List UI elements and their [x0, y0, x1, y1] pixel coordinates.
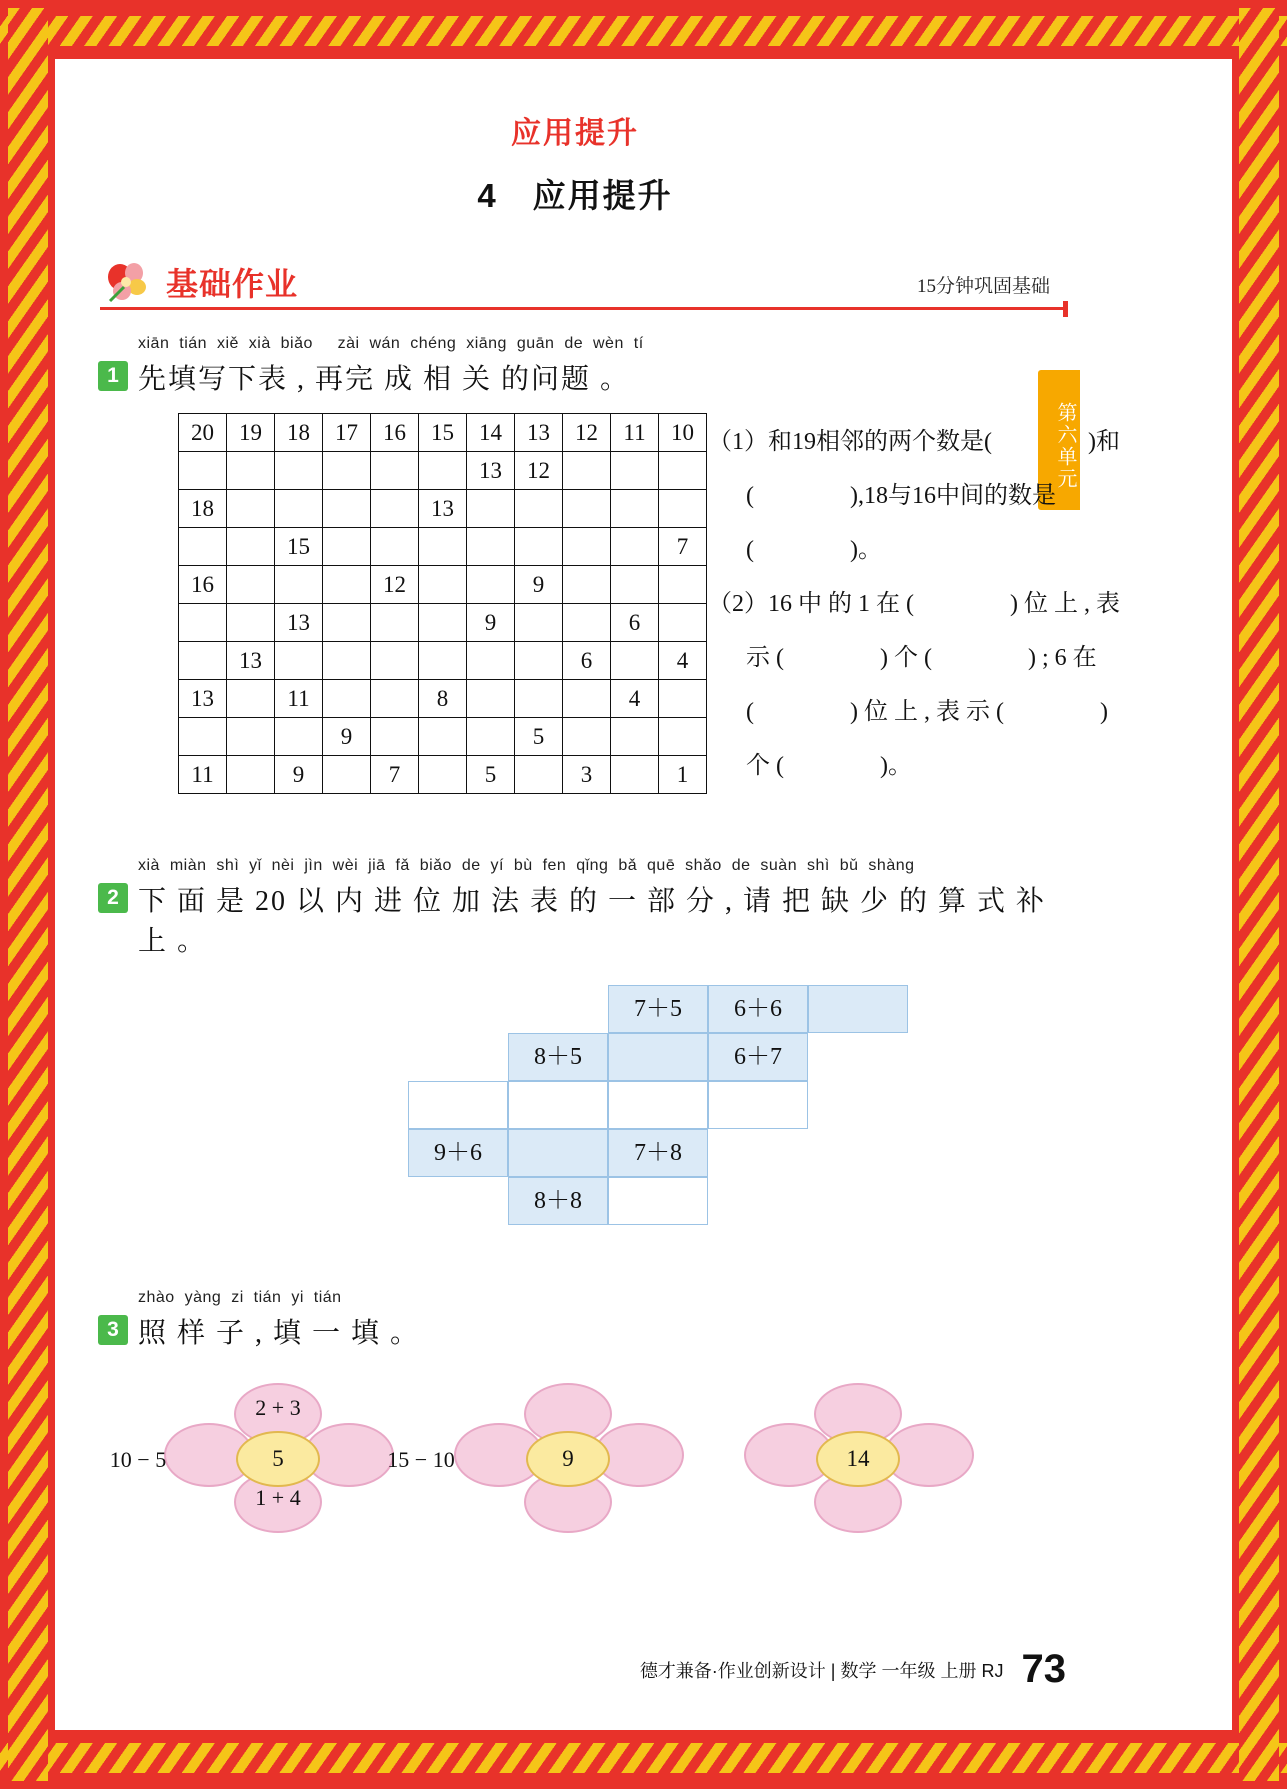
subquestion-line: ( )。	[746, 537, 882, 563]
grid-cell-blank[interactable]	[659, 718, 707, 756]
grid-cell-blank[interactable]	[323, 452, 371, 490]
addition-cell: 7＋5	[608, 985, 708, 1033]
grid-cell-blank[interactable]	[563, 566, 611, 604]
pinyin-syllable: fen	[542, 857, 567, 874]
addition-cell-blank[interactable]	[608, 1081, 708, 1129]
question-2-text: 下 面 是 20 以 内 进 位 加 法 表 的 一 部 分 , 请 把 缺 少 的 算 式 补 上 。	[138, 886, 1047, 957]
grid-cell-blank[interactable]	[467, 642, 515, 680]
pinyin-syllable: suàn	[760, 857, 798, 874]
grid-cell-blank[interactable]	[371, 528, 419, 566]
grid-cell-blank[interactable]	[467, 490, 515, 528]
addition-cell-blank[interactable]	[608, 1033, 708, 1081]
pinyin-syllable: yi	[291, 1289, 304, 1306]
grid-cell: 13	[419, 490, 467, 528]
grid-cell: 13	[467, 452, 515, 490]
grid-cell: 4	[611, 680, 659, 718]
grid-cell: 13	[275, 604, 323, 642]
grid-cell-blank[interactable]	[563, 604, 611, 642]
pinyin-syllable: jìn	[304, 857, 323, 874]
question-3-text: 照 样 子 , 填 一 填 。	[138, 1318, 421, 1349]
grid-cell-blank[interactable]	[515, 528, 563, 566]
addition-cell: 8＋5	[508, 1033, 608, 1081]
grid-cell-blank[interactable]	[515, 756, 563, 794]
grid-cell-blank[interactable]	[179, 718, 227, 756]
grid-cell-blank[interactable]	[179, 452, 227, 490]
question-3	[70, 1289, 1080, 1565]
unit-tab: 第六单元	[1038, 370, 1080, 510]
addition-cell-blank[interactable]	[808, 985, 908, 1033]
pinyin-syllable: tián	[313, 1289, 342, 1306]
grid-cell: 7	[659, 528, 707, 566]
grid-cell: 3	[563, 756, 611, 794]
grid-cell-blank[interactable]	[611, 718, 659, 756]
grid-cell: 9	[275, 756, 323, 794]
question-2	[70, 857, 1080, 1265]
pinyin-syllable: nèi	[271, 857, 295, 874]
table-row	[179, 490, 707, 528]
question-1-pinyin: xiān tián xiě xià biǎo zài wán chéng xiāng guān de wèn tí	[138, 335, 644, 352]
grid-cell: 11	[611, 414, 659, 452]
grid-cell: 12	[515, 452, 563, 490]
question-2-pinyin	[138, 857, 1080, 877]
grid-cell-blank[interactable]	[419, 452, 467, 490]
flower-icon	[104, 261, 152, 305]
question-1-number: 1	[98, 361, 128, 391]
question-2-number: 2	[98, 883, 128, 913]
pinyin-syllable: qǐng	[576, 857, 609, 874]
basic-homework-header	[70, 259, 1080, 311]
addition-table-grid	[98, 985, 1080, 1265]
grid-cell-blank[interactable]	[371, 642, 419, 680]
grid-cell: 6	[611, 604, 659, 642]
grid-cell-blank[interactable]	[275, 566, 323, 604]
grid-cell-blank[interactable]	[563, 490, 611, 528]
grid-cell: 12	[563, 414, 611, 452]
flower-petal-expression: 10 − 5	[109, 1447, 167, 1472]
grid-cell-blank[interactable]	[227, 452, 275, 490]
grid-cell-blank[interactable]	[659, 680, 707, 718]
pinyin-syllable: xià	[138, 857, 160, 874]
grid-cell-blank[interactable]	[419, 642, 467, 680]
table-row	[179, 528, 707, 566]
pinyin-syllable: tián	[253, 1289, 282, 1306]
grid-cell-blank[interactable]	[611, 756, 659, 794]
table-row	[179, 414, 707, 452]
grid-cell-blank[interactable]	[275, 718, 323, 756]
basic-homework-label: 基础作业	[166, 266, 299, 302]
grid-cell-blank[interactable]	[371, 452, 419, 490]
pinyin-syllable: bù	[513, 857, 533, 874]
grid-cell-blank[interactable]	[227, 528, 275, 566]
table-row	[179, 604, 707, 642]
grid-cell: 9	[467, 604, 515, 642]
section-kicker: 应用提升	[511, 117, 639, 150]
addition-cell-blank[interactable]	[508, 1129, 608, 1177]
pinyin-syllable: jiā	[368, 857, 386, 874]
flower-center-value: 14	[816, 1431, 900, 1487]
pinyin-syllable: wèi	[332, 857, 359, 874]
grid-cell: 20	[179, 414, 227, 452]
addition-cell-blank[interactable]	[508, 1081, 608, 1129]
grid-cell-blank[interactable]	[467, 566, 515, 604]
grid-cell: 13	[515, 414, 563, 452]
subquestion-line: ( ) 位 上 , 表 示 ( )	[746, 699, 1108, 725]
grid-cell: 16	[371, 414, 419, 452]
grid-cell-blank[interactable]	[323, 642, 371, 680]
grid-cell-blank[interactable]	[659, 566, 707, 604]
grid-cell-blank[interactable]	[419, 756, 467, 794]
grid-cell: 9	[323, 718, 371, 756]
grid-cell-blank[interactable]	[563, 718, 611, 756]
subquestion-line: 示 ( ) 个 ( ) ; 6 在	[746, 645, 1097, 671]
addition-cell: 9＋6	[408, 1129, 508, 1177]
grid-cell: 19	[227, 414, 275, 452]
border-wave-left	[8, 8, 48, 1781]
pinyin-syllable: zhào	[138, 1289, 175, 1306]
grid-cell-blank[interactable]	[227, 718, 275, 756]
pinyin-syllable: de	[461, 857, 481, 874]
grid-cell: 14	[467, 414, 515, 452]
pinyin-syllable: yàng	[184, 1289, 222, 1306]
addition-cell: 7＋8	[608, 1129, 708, 1177]
grid-cell-blank[interactable]	[467, 528, 515, 566]
pinyin-syllable: de	[731, 857, 751, 874]
pinyin-syllable: fǎ	[395, 857, 410, 874]
grid-cell-blank[interactable]	[515, 680, 563, 718]
grid-cell-blank[interactable]	[323, 528, 371, 566]
grid-cell-blank[interactable]	[179, 528, 227, 566]
grid-cell: 18	[275, 414, 323, 452]
grid-cell: 8	[419, 680, 467, 718]
flower-center-value: 9	[526, 1431, 610, 1487]
grid-cell: 16	[179, 566, 227, 604]
grid-cell-blank[interactable]	[323, 680, 371, 718]
addition-cell: 6＋7	[708, 1033, 808, 1081]
grid-cell-blank[interactable]	[227, 604, 275, 642]
grid-cell-blank[interactable]	[611, 642, 659, 680]
table-row	[179, 566, 707, 604]
pinyin-syllable: bǎ	[618, 857, 638, 874]
addition-cell-blank[interactable]	[408, 1081, 508, 1129]
subquestion-line: （1）和19相邻的两个数是( )和	[708, 429, 1120, 455]
grid-cell-blank[interactable]	[371, 490, 419, 528]
grid-cell-blank[interactable]	[515, 604, 563, 642]
table-row	[179, 452, 707, 490]
subquestion-line: 个 ( )。	[746, 753, 912, 779]
page-footer	[70, 1647, 1066, 1692]
pinyin-syllable: bǔ	[839, 857, 859, 874]
grid-cell-blank[interactable]	[467, 718, 515, 756]
grid-cell-blank[interactable]	[419, 718, 467, 756]
grid-cell: 17	[323, 414, 371, 452]
grid-cell-blank[interactable]	[371, 680, 419, 718]
border-wave-right	[1239, 8, 1279, 1781]
addition-cell-blank[interactable]	[608, 1177, 708, 1225]
page-content	[70, 80, 1120, 1700]
pinyin-syllable: quē	[647, 857, 676, 874]
grid-cell: 5	[467, 756, 515, 794]
grid-cell: 11	[179, 756, 227, 794]
grid-cell: 18	[179, 490, 227, 528]
pinyin-syllable: biǎo	[419, 857, 452, 874]
question-1-text: 先填写下表 , 再完 成 相 关 的问题 。	[138, 364, 631, 395]
grid-cell-blank[interactable]	[611, 452, 659, 490]
grid-cell-blank[interactable]	[611, 566, 659, 604]
grid-cell-blank[interactable]	[467, 680, 515, 718]
flower-diagram	[708, 1365, 1008, 1555]
grid-cell: 11	[275, 680, 323, 718]
flower-petal-expression: 1 + 4	[255, 1485, 301, 1510]
pinyin-syllable: shǎo	[685, 857, 722, 874]
grid-cell-blank[interactable]	[371, 604, 419, 642]
grid-cell: 6	[563, 642, 611, 680]
pinyin-syllable: yí	[490, 857, 504, 874]
grid-cell-blank[interactable]	[323, 566, 371, 604]
grid-cell-blank[interactable]	[227, 680, 275, 718]
grid-cell-blank[interactable]	[563, 452, 611, 490]
footer-meta: 德才兼备·作业创新设计 | 数学 一年级 上册 RJ	[639, 1660, 1004, 1681]
border-wave-bottom	[0, 1735, 1287, 1781]
grid-cell-blank[interactable]	[275, 490, 323, 528]
flower-exercise-area	[98, 1365, 1080, 1565]
grid-cell-blank[interactable]	[227, 566, 275, 604]
grid-cell-blank[interactable]	[659, 452, 707, 490]
subquestion-line: （2）16 中 的 1 在 ( ) 位 上 , 表	[708, 591, 1120, 617]
subquestion-line: ( ),18与16中间的数是	[746, 483, 1056, 509]
pinyin-syllable: zi	[231, 1289, 244, 1306]
grid-cell: 10	[659, 414, 707, 452]
question-3-number: 3	[98, 1315, 128, 1345]
grid-cell: 9	[515, 566, 563, 604]
grid-cell-blank[interactable]	[515, 490, 563, 528]
question-1-body	[98, 413, 1120, 833]
grid-cell-blank[interactable]	[275, 642, 323, 680]
grid-cell-blank[interactable]	[659, 604, 707, 642]
table-row	[179, 680, 707, 718]
grid-cell-blank[interactable]	[659, 490, 707, 528]
grid-cell-blank[interactable]	[323, 756, 371, 794]
pinyin-syllable: miàn	[169, 857, 207, 874]
page-title: 4 应用提升	[477, 177, 673, 214]
grid-cell-blank[interactable]	[179, 604, 227, 642]
grid-cell: 15	[275, 528, 323, 566]
grid-cell-blank[interactable]	[323, 604, 371, 642]
grid-cell-blank[interactable]	[515, 642, 563, 680]
grid-cell-blank[interactable]	[419, 604, 467, 642]
grid-cell: 13	[179, 680, 227, 718]
pinyin-syllable: shàng	[868, 857, 915, 874]
grid-cell-blank[interactable]	[419, 528, 467, 566]
grid-cell-blank[interactable]	[179, 642, 227, 680]
flower-center-value: 5	[236, 1431, 320, 1487]
grid-cell: 4	[659, 642, 707, 680]
pinyin-syllable: yǐ	[249, 857, 262, 874]
header-divider	[100, 307, 1066, 310]
grid-cell-blank[interactable]	[371, 718, 419, 756]
grid-cell-blank[interactable]	[227, 756, 275, 794]
page-number: 73	[1021, 1647, 1066, 1691]
pinyin-syllable: shì	[807, 857, 830, 874]
grid-cell: 5	[515, 718, 563, 756]
grid-cell-blank[interactable]	[611, 528, 659, 566]
grid-cell: 1	[659, 756, 707, 794]
addition-cell: 8＋8	[508, 1177, 608, 1225]
table-row	[179, 642, 707, 680]
table-row	[179, 718, 707, 756]
grid-cell: 15	[419, 414, 467, 452]
grid-cell-blank[interactable]	[563, 680, 611, 718]
flower-petal-expression: 2 + 3	[255, 1395, 301, 1420]
addition-cell: 6＋6	[708, 985, 808, 1033]
border-wave-top	[0, 8, 1287, 54]
question-1-subquestions	[708, 415, 1120, 793]
flower-petal-expression: 15 − 10	[387, 1447, 455, 1472]
number-grid-table	[178, 413, 707, 794]
question-1	[70, 335, 1120, 833]
question-3-pinyin	[138, 1289, 1080, 1309]
grid-cell: 12	[371, 566, 419, 604]
grid-cell-blank[interactable]	[611, 490, 659, 528]
table-row	[179, 756, 707, 794]
grid-cell-blank[interactable]	[323, 490, 371, 528]
grid-cell: 13	[227, 642, 275, 680]
flower-diagram	[109, 1365, 455, 1555]
addition-cell-blank[interactable]	[708, 1081, 808, 1129]
grid-cell-blank[interactable]	[563, 528, 611, 566]
pinyin-syllable: shì	[216, 857, 240, 874]
grid-cell-blank[interactable]	[419, 566, 467, 604]
grid-cell-blank[interactable]	[275, 452, 323, 490]
homework-time-note: 15分钟巩固基础	[916, 276, 1050, 297]
grid-cell: 7	[371, 756, 419, 794]
grid-cell-blank[interactable]	[227, 490, 275, 528]
